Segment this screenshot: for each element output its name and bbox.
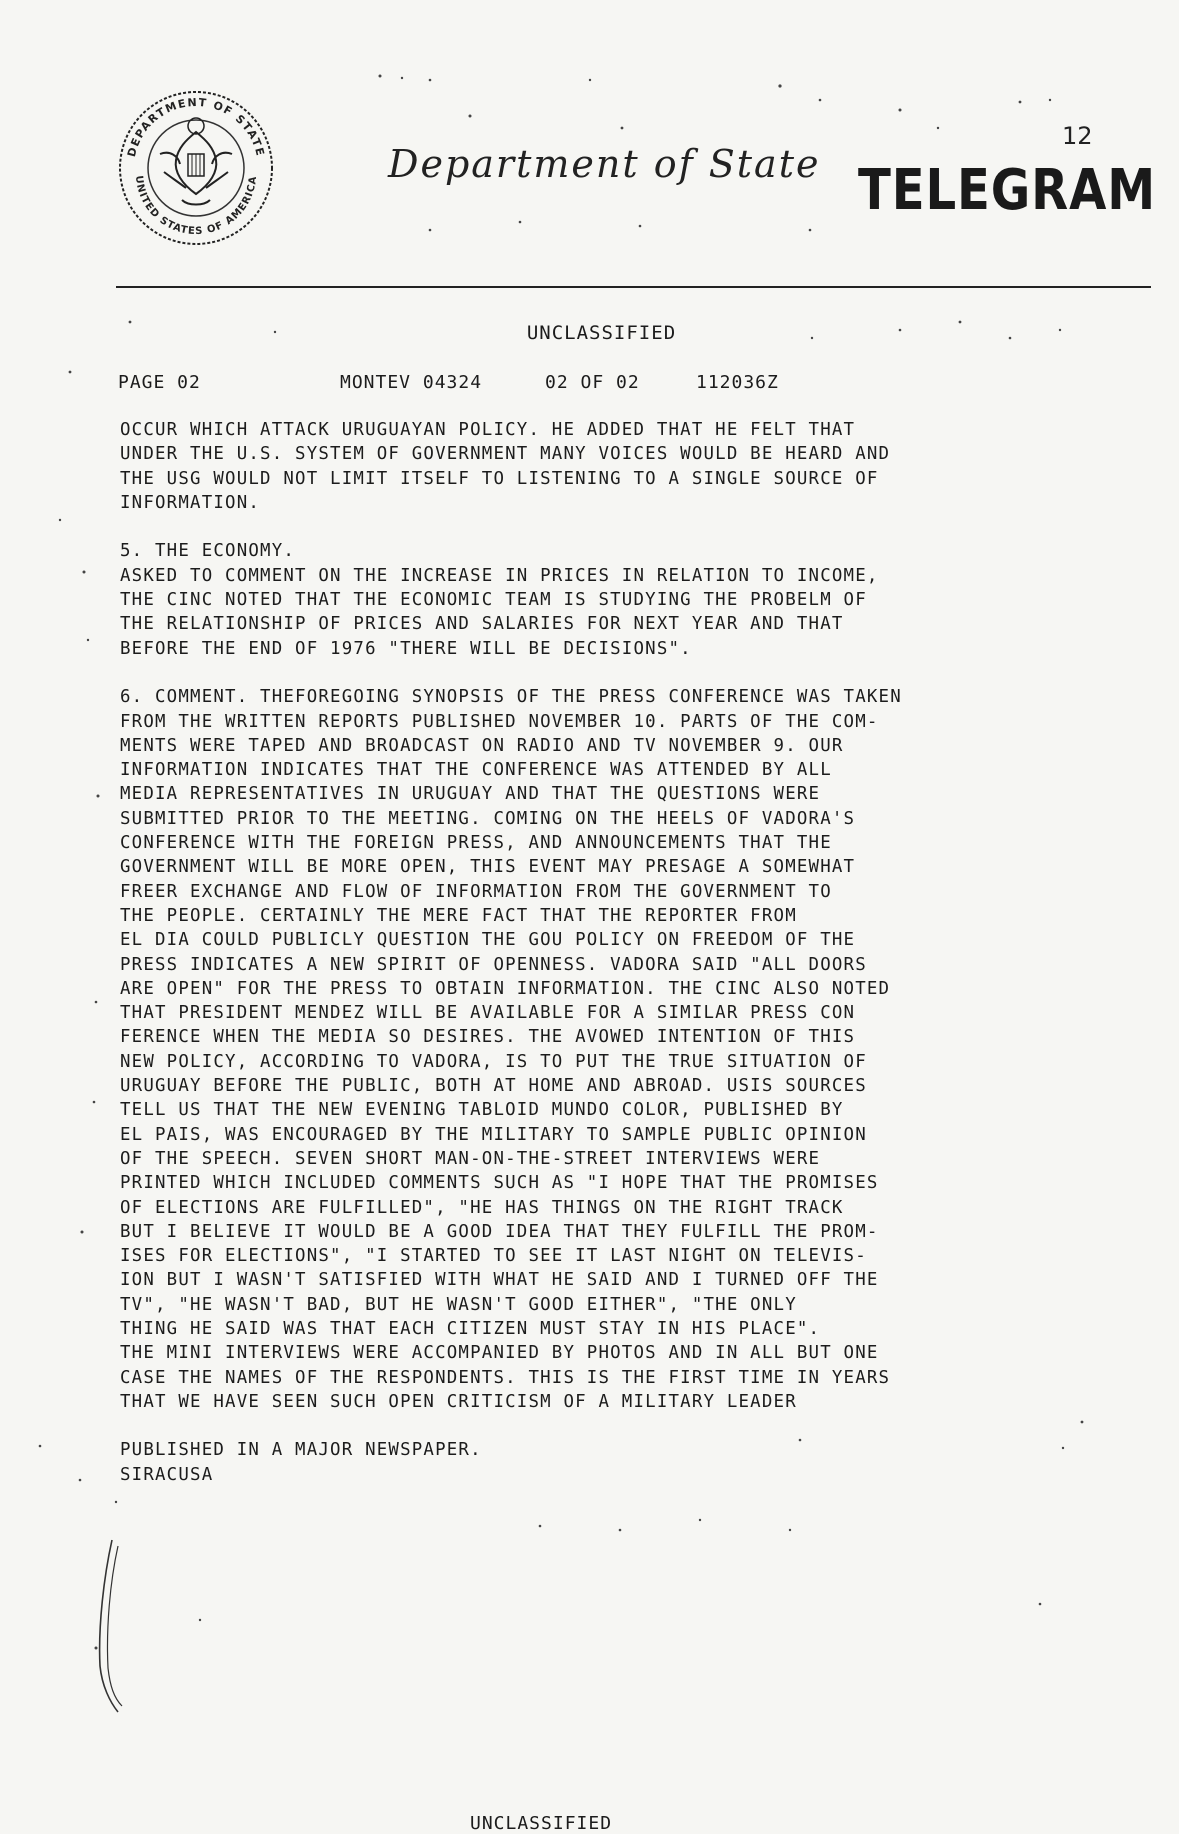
text-line: BUT I BELIEVE IT WOULD BE A GOOD IDEA THAT THEY FULFILL THE PROM- (120, 1221, 879, 1242)
classification-top: UNCLASSIFIED (526, 322, 677, 344)
svg-text:DEPARTMENT OF STATE (125, 96, 267, 158)
text-line: FERENCE WHEN THE MEDIA SO DESIRES. THE AVOWED INTENTION OF THIS (120, 1027, 856, 1048)
text-line: CONFERENCE WITH THE FOREIGN PRESS, AND ANNOUNCEMENTS THAT THE (120, 833, 832, 854)
text-line: OCCUR WHICH ATTACK URUGUAYAN POLICY. HE ADDED THAT HE FELT THAT (120, 420, 856, 440)
text-line: URUGUAY BEFORE THE PUBLIC, BOTH AT HOME AND ABROAD. USIS SOURCES (120, 1076, 867, 1097)
text-line: MENTS WERE TAPED AND BROADCAST ON RADIO AND TV NOVEMBER 9. OUR (120, 735, 844, 756)
text-line: INFORMATION. (120, 492, 261, 513)
text-line: THAT WE HAVE SEEN SUCH OPEN CRITICISM OF A MILITARY LEADER (120, 1391, 797, 1412)
text-line: INFORMATION INDICATES THAT THE CONFERENCE WAS ATTENDED BY ALL (120, 760, 832, 781)
text-line: ISES FOR ELECTIONS", "I STARTED TO SEE IT LAST NIGHT ON TELEVIS- (120, 1246, 867, 1267)
text-line: EL DIA COULD PUBLICLY QUESTION THE GOU POLICY ON FREEDOM OF THE (120, 930, 856, 951)
paragraph-comment (120, 685, 1120, 1414)
state-department-seal-icon (116, 88, 276, 248)
paragraph-gap (120, 661, 1120, 685)
text-line: 5. THE ECONOMY. (120, 541, 296, 562)
text-line: GOVERNMENT WILL BE MORE OPEN, THIS EVENT MAY PRESAGE A SOMEWHAT (120, 857, 856, 878)
paragraph-gap (120, 1414, 1120, 1438)
text-line: TV", "HE WASN'T BAD, BUT HE WASN'T GOOD EITHER", "THE ONLY (120, 1294, 797, 1315)
page-label: PAGE 02 (118, 372, 201, 393)
text-line: SUBMITTED PRIOR TO THE MEETING. COMING ON THE HEELS OF VADORA'S (120, 808, 856, 829)
text-line: ASKED TO COMMENT ON THE INCREASE IN PRICES IN RELATION TO INCOME, (120, 565, 879, 586)
text-line: ION BUT I WASN'T SATISFIED WITH WHAT HE SAID AND I TURNED OFF THE (120, 1270, 879, 1291)
text-line: THE RELATIONSHIP OF PRICES AND SALARIES FOR NEXT YEAR AND THAT (120, 614, 844, 635)
page-number: 12 (1062, 122, 1093, 150)
text-line: PRINTED WHICH INCLUDED COMMENTS SUCH AS "I HOPE THAT THE PROMISES (120, 1173, 879, 1194)
paragraph-gap (120, 515, 1120, 539)
text-line: EL PAIS, WAS ENCOURAGED BY THE MILITARY TO SAMPLE PUBLIC OPINION (120, 1124, 867, 1145)
message-origin: MONTEV 04324 (340, 372, 483, 393)
text-line: THE MINI INTERVIEWS WERE ACCOMPANIED BY PHOTOS AND IN ALL BUT ONE (120, 1343, 879, 1364)
header-divider (116, 286, 1151, 288)
text-line: MEDIA REPRESENTATIVES IN URUGUAY AND THAT THE QUESTIONS WERE (120, 784, 821, 805)
text-line: THE PEOPLE. CERTAINLY THE MERE FACT THAT THE REPORTER FROM (120, 905, 797, 926)
text-line: 6. COMMENT. THEFOREGOING SYNOPSIS OF THE PRESS CONFERENCE WAS TAKEN (120, 687, 902, 708)
text-line: PRESS INDICATES A NEW SPIRIT OF OPENNESS. VADORA SAID "ALL DOORS (120, 954, 867, 975)
text-line: FREER EXCHANGE AND FLOW OF INFORMATION FROM THE GOVERNMENT TO (120, 881, 832, 902)
text-line: SIRACUSA (120, 1464, 214, 1485)
margin-bracket-mark (84, 1536, 124, 1716)
text-line: FROM THE WRITTEN REPORTS PUBLISHED NOVEMBER 10. PARTS OF THE COM- (120, 711, 879, 732)
text-line: THAT PRESIDENT MENDEZ WILL BE AVAILABLE FOR A SIMILAR PRESS CON (120, 1003, 856, 1024)
message-part: 02 OF 02 (545, 372, 640, 393)
text-line: OF ELECTIONS ARE FULFILLED", "HE HAS THINGS ON THE RIGHT TRACK (120, 1197, 844, 1218)
text-line: PUBLISHED IN A MAJOR NEWSPAPER. (120, 1440, 482, 1461)
text-line: THING HE SAID WAS THAT EACH CITIZEN MUST STAY IN HIS PLACE". (120, 1318, 821, 1339)
department-title: Department of State (388, 142, 821, 186)
text-line: ARE OPEN" FOR THE PRESS TO OBTAIN INFORMATION. THE CINC ALSO NOTED (120, 978, 891, 999)
paragraph-continued (120, 418, 1120, 515)
message-body (120, 418, 1120, 1487)
classification-bottom: UNCLASSIFIED (470, 1813, 613, 1834)
text-line: OF THE SPEECH. SEVEN SHORT MAN-ON-THE-STREET INTERVIEWS WERE (120, 1148, 821, 1169)
telegram-heading: TELEGRAM (858, 158, 1157, 223)
text-line: CASE THE NAMES OF THE RESPONDENTS. THIS IS THE FIRST TIME IN YEARS (120, 1367, 891, 1388)
svg-text:UNITED STATES OF AMERICA (133, 175, 259, 237)
text-line: TELL US THAT THE NEW EVENING TABLOID MUNDO COLOR, PUBLISHED BY (120, 1100, 844, 1121)
seal-bottom-text: UNITED STATES OF AMERICA (132, 175, 260, 238)
text-line: NEW POLICY, ACCORDING TO VADORA, IS TO PUT THE TRUE SITUATION OF (120, 1051, 867, 1072)
text-line: BEFORE THE END OF 1976 "THERE WILL BE DECISIONS". (120, 638, 692, 659)
paragraph-close (120, 1438, 1120, 1487)
date-time-group: 112036Z (696, 372, 779, 393)
text-line: THE USG WOULD NOT LIMIT ITSELF TO LISTENING TO A SINGLE SOURCE OF (120, 468, 879, 489)
seal-top-text: DEPARTMENT OF STATE (124, 95, 267, 159)
paragraph-economy (120, 539, 1120, 660)
text-line: THE CINC NOTED THAT THE ECONOMIC TEAM IS STUDYING THE PROBELM OF (120, 590, 867, 611)
text-line: UNDER THE U.S. SYSTEM OF GOVERNMENT MANY VOICES WOULD BE HEARD AND (120, 444, 891, 465)
